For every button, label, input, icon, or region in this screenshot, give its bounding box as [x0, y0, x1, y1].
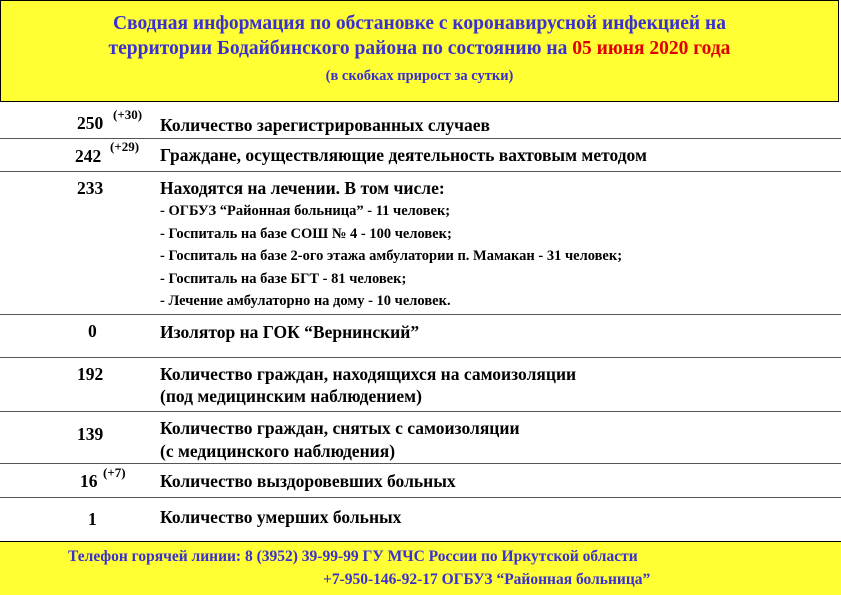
row-3-item-3: - Госпиталь на базе 2-ого этажа амбулатории п. Мамакан - 31 человек; — [160, 248, 623, 264]
row-divider — [0, 463, 841, 464]
row-3-number: 233 — [77, 178, 104, 198]
row-5-text-line-2: (под медицинским наблюдением) — [160, 386, 422, 406]
row-5-number: 192 — [77, 364, 104, 384]
hotline-line-2: +7-950-146-92-17 ОГБУЗ “Районная больница” — [323, 571, 651, 588]
row-3-item-1: - ОГБУЗ “Районная больница” - 11 человек; — [160, 203, 451, 219]
row-6-text-line-1: Количество граждан, снятых с самоизоляции — [160, 418, 520, 438]
row-divider — [0, 314, 841, 315]
row-3-text: Находятся на лечении. В том числе: — [160, 178, 445, 198]
row-4-text: Изолятор на ГОК “Вернинский” — [160, 322, 420, 342]
title-line-2-prefix: территории Бодайбинского района по состоянию на — [108, 38, 568, 59]
row-divider — [0, 357, 841, 358]
row-1-text: Количество зарегистрированных случаев — [160, 115, 490, 135]
row-7-number: 16 — [80, 471, 98, 491]
header-banner — [0, 0, 839, 102]
row-1-delta: (+30) — [113, 107, 143, 122]
row-6-text-line-2: (с медицинского наблюдения) — [160, 441, 396, 461]
row-1-number: 250 — [77, 113, 104, 133]
row-4-number: 0 — [88, 321, 97, 341]
row-3-item-4: - Госпиталь на базе БГТ - 81 человек; — [160, 271, 407, 287]
row-2-number: 242 — [75, 146, 102, 166]
row-8-text: Количество умерших больных — [160, 507, 402, 527]
row-divider — [0, 171, 841, 172]
row-6-number: 139 — [77, 424, 104, 444]
row-3-item-2: - Госпиталь на базе СОШ № 4 - 100 человек; — [160, 226, 452, 242]
report-date: 05 июня 2020 года — [572, 38, 731, 59]
row-7-delta: (+7) — [103, 465, 126, 480]
title-line-1: Сводная информация по обстановке с коронавирусной инфекцией на — [112, 13, 727, 34]
row-7-text: Количество выздоровевших больных — [160, 471, 456, 491]
hotline-line-1: Телефон горячей линии: 8 (3952) 39-99-99 ГУ МЧС России по Иркутской области — [68, 548, 638, 565]
row-2-delta: (+29) — [110, 139, 140, 154]
row-2-text: Граждане, осуществляющие деятельность вахтовым методом — [160, 145, 647, 165]
row-5-text-line-1: Количество граждан, находящихся на самоизоляции — [160, 364, 577, 384]
hotline-footer — [0, 541, 841, 595]
subtitle-note: (в скобках прирост за сутки) — [325, 68, 514, 84]
row-3-item-5: - Лечение амбулаторно на дому - 10 человек. — [160, 293, 451, 309]
row-8-number: 1 — [88, 509, 97, 529]
row-divider — [0, 411, 841, 412]
row-divider — [0, 497, 841, 498]
title-line-2 — [1, 37, 838, 61]
